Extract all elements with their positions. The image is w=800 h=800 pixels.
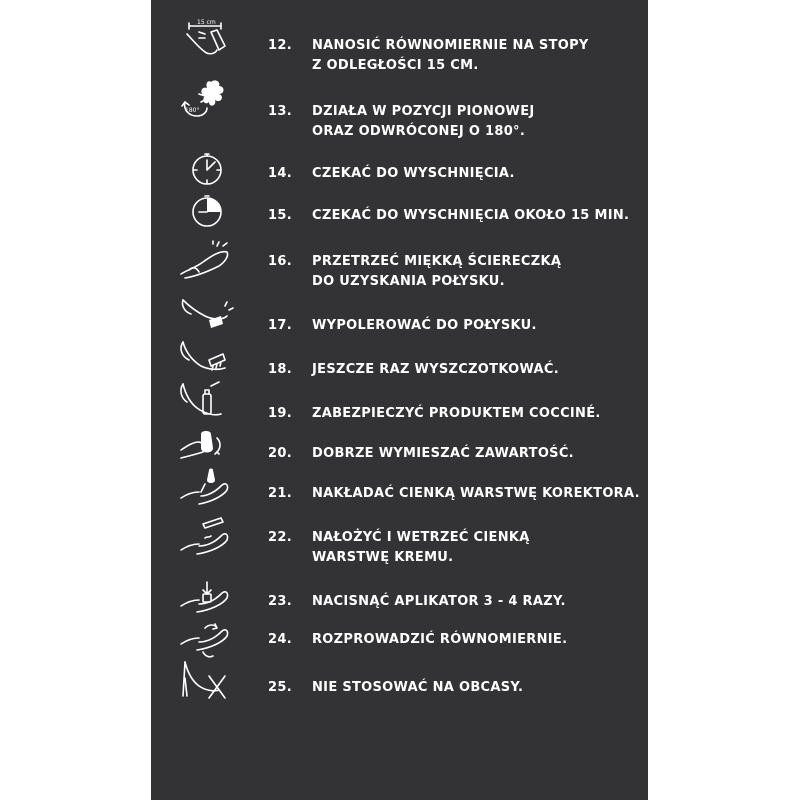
apply-cream-icon [175,516,235,562]
step-text-line: ZABEZPIECZYĆ PRODUKTEM COCCINÉ. [312,406,601,421]
step-text [312,528,642,568]
step-text [312,678,642,698]
step-text-line: WARSTWĘ KREMU. [312,550,454,565]
shake-bottle-icon [175,424,235,470]
step-number: 15. [268,208,292,223]
svg-text:15 cm: 15 cm [197,19,216,26]
step-text [312,360,642,380]
step-text-line: CZEKAĆ DO WYSCHNIĘCIA OKOŁO 15 MIN. [312,208,630,223]
press-applicator-icon [175,578,235,624]
step-number: 25. [268,680,292,695]
step-number: 24. [268,632,292,647]
step-text-line: DZIAŁA W POZYCJI PIONOWEJ [312,104,535,119]
step-number: 18. [268,362,292,377]
step-number: 20. [268,446,292,461]
step-number: 17. [268,318,292,333]
step-text-line: PRZETRZEĆ MIĘKKĄ ŚCIERECZKĄ [312,254,562,269]
stopwatch-15-min-icon [175,190,235,236]
step-text [312,630,642,650]
stopwatch-icon [175,146,235,192]
step-text-line: NACISNĄĆ APLIKATOR 3 - 4 RAZY. [312,594,566,609]
step-number: 13. [268,104,292,119]
step-text [312,102,642,142]
step-text-line: ROZPROWADZIĆ RÓWNOMIERNIE. [312,632,568,647]
step-text-line: NAŁOŻYĆ I WETRZEĆ CIENKĄ [312,530,530,545]
protect-spray-icon [175,380,235,426]
step-text [312,484,642,504]
brush-shoe-icon [175,336,235,382]
step-number: 23. [268,594,292,609]
step-text [312,36,642,76]
instructions-panel [151,0,648,800]
polish-shoe-icon [175,292,235,338]
step-number: 16. [268,254,292,269]
step-text [312,592,642,612]
step-text [312,206,642,226]
step-text-line: ORAZ ODWRÓCONEJ O 180°. [312,124,526,139]
rotate-180-icon [175,76,235,122]
step-text-line: WYPOLEROWAĆ DO POŁYSKU. [312,318,537,333]
step-number: 14. [268,166,292,181]
spray-distance-icon [175,16,235,62]
apply-corrector-icon [175,466,235,512]
no-heels-icon [175,656,235,702]
step-text-line: DO UZYSKANIA POŁYSKU. [312,274,505,289]
cloth-wipe-shoe-icon [175,240,235,286]
step-text-line: NIE STOSOWAĆ NA OBCASY. [312,680,524,695]
step-text-line: DOBRZE WYMIESZAĆ ZAWARTOŚĆ. [312,446,574,461]
step-text-line: NAKŁADAĆ CIENKĄ WARSTWĘ KOREKTORA. [312,486,640,501]
step-text [312,316,642,336]
step-text-line: CZEKAĆ DO WYSCHNIĘCIA. [312,166,515,181]
step-text [312,444,642,464]
step-number: 12. [268,38,292,53]
step-text-line: NANOSIĆ RÓWNOMIERNIE NA STOPY [312,38,589,53]
step-number: 21. [268,486,292,501]
step-text [312,404,642,424]
svg-text:180°: 180° [185,107,200,114]
step-text-line: JESZCZE RAZ WYSZCZOTKOWAĆ. [312,362,559,377]
step-number: 22. [268,530,292,545]
step-text [312,252,642,292]
step-text-line: Z ODLEGŁOŚCI 15 CM. [312,58,479,73]
step-number: 19. [268,406,292,421]
step-text [312,164,642,184]
